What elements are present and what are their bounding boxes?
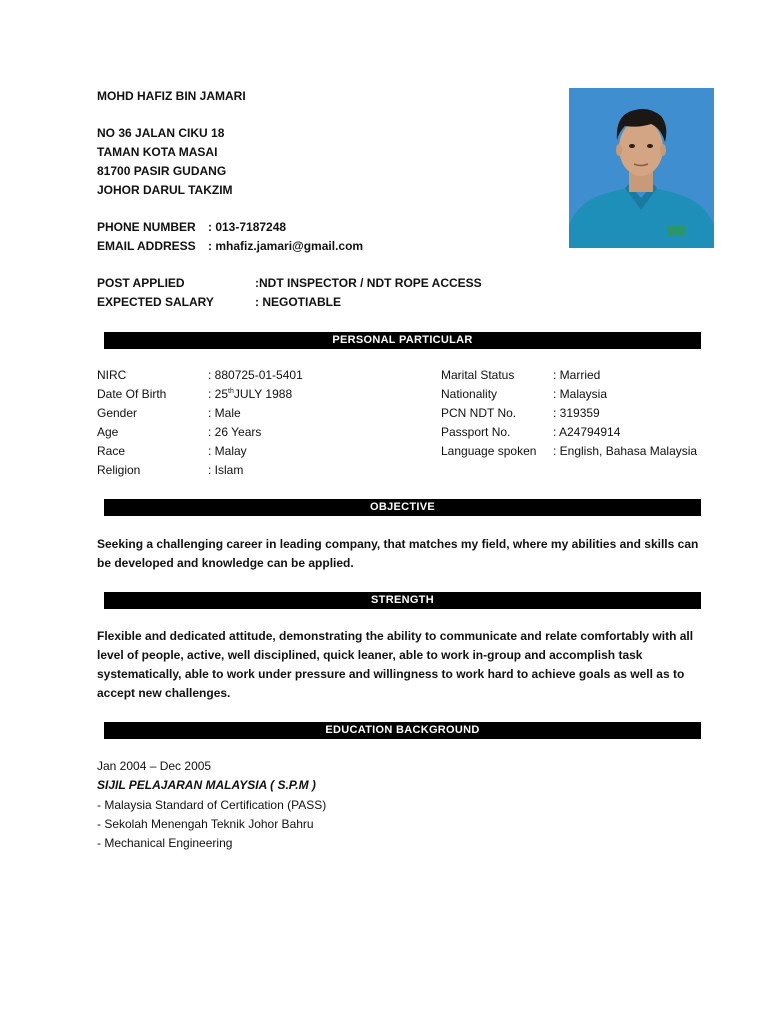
address-line-2: TAMAN KOTA MASAI xyxy=(97,145,218,159)
nationality-label: Nationality xyxy=(441,387,498,401)
race-value: : Malay xyxy=(208,444,247,458)
date-of-birth-value xyxy=(208,385,292,404)
person-portrait-icon xyxy=(569,88,714,248)
language-label: Language spoken xyxy=(441,444,537,458)
passport-value: : A24794914 xyxy=(553,425,621,439)
strength-paragraph: Flexible and dedicated attitude, demonstrating the ability to communicate and relate comfortably with all level of people, active, well disciplined, quick leaner, able to work in-group and accomplish task systematically, able to work under pressure and willingness to work hard to achieve goals as well as to accept new challenges. xyxy=(97,629,694,700)
email-value: : mhafiz.jamari@gmail.com xyxy=(208,239,364,253)
education-item-1: - Malaysia Standard of Certification (PASS) xyxy=(97,798,327,812)
phone-label: PHONE NUMBER xyxy=(97,220,196,234)
nirc-value: : 880725-01-5401 xyxy=(208,368,303,382)
age-label: Age xyxy=(97,425,119,439)
dob-day-suffix: th xyxy=(228,388,234,395)
language-value: : English, Bahasa Malaysia xyxy=(553,444,698,458)
nationality-value: : Malaysia xyxy=(553,387,608,401)
education-item-3: - Mechanical Engineering xyxy=(97,836,233,850)
marital-status-value: : Married xyxy=(553,368,601,382)
pcn-ndt-value: : 319359 xyxy=(553,406,600,420)
education-item-2: - Sekolah Menengah Teknik Johor Bahru xyxy=(97,817,314,831)
address-line-4: JOHOR DARUL TAKZIM xyxy=(97,183,233,197)
dob-month-year: JULY 1988 xyxy=(233,387,293,401)
expected-salary-value: : NEGOTIABLE xyxy=(255,295,341,309)
religion-value: : Islam xyxy=(208,463,244,477)
date-of-birth-label: Date Of Birth xyxy=(97,387,167,401)
section-heading-education: EDUCATION BACKGROUND xyxy=(104,722,701,739)
education-qualification: SIJIL PELAJARAN MALAYSIA ( S.P.M ) xyxy=(97,778,316,792)
section-heading-objective: OBJECTIVE xyxy=(104,499,701,516)
gender-label: Gender xyxy=(97,406,138,420)
religion-label: Religion xyxy=(97,463,141,477)
email-label: EMAIL ADDRESS xyxy=(97,239,196,253)
address-line-3: 81700 PASIR GUDANG xyxy=(97,164,227,178)
age-value: : 26 Years xyxy=(208,425,262,439)
phone-value: : 013-7187248 xyxy=(208,220,287,234)
gender-value: : Male xyxy=(208,406,241,420)
race-label: Race xyxy=(97,444,126,458)
objective-paragraph: Seeking a challenging career in leading company, that matches my field, where my abilities and skills can be developed and knowledge can be applied. xyxy=(97,537,699,570)
marital-status-label: Marital Status xyxy=(441,368,515,382)
post-applied-label: POST APPLIED xyxy=(97,276,185,290)
post-applied-value: :NDT INSPECTOR / NDT ROPE ACCESS xyxy=(255,276,482,290)
expected-salary-label: EXPECTED SALARY xyxy=(97,295,214,309)
address-line-1: NO 36 JALAN CIKU 18 xyxy=(97,126,225,140)
passport-label: Passport No. xyxy=(441,425,511,439)
nirc-label: NIRC xyxy=(97,368,127,382)
profile-photo xyxy=(569,88,714,248)
pcn-ndt-label: PCN NDT No. xyxy=(441,406,517,420)
education-period: Jan 2004 – Dec 2005 xyxy=(97,759,212,773)
dob-day: : 25 xyxy=(208,387,229,401)
section-heading-strength: STRENGTH xyxy=(104,592,701,609)
section-heading-personal-particular: PERSONAL PARTICULAR xyxy=(104,332,701,349)
applicant-name: MOHD HAFIZ BIN JAMARI xyxy=(97,89,246,103)
